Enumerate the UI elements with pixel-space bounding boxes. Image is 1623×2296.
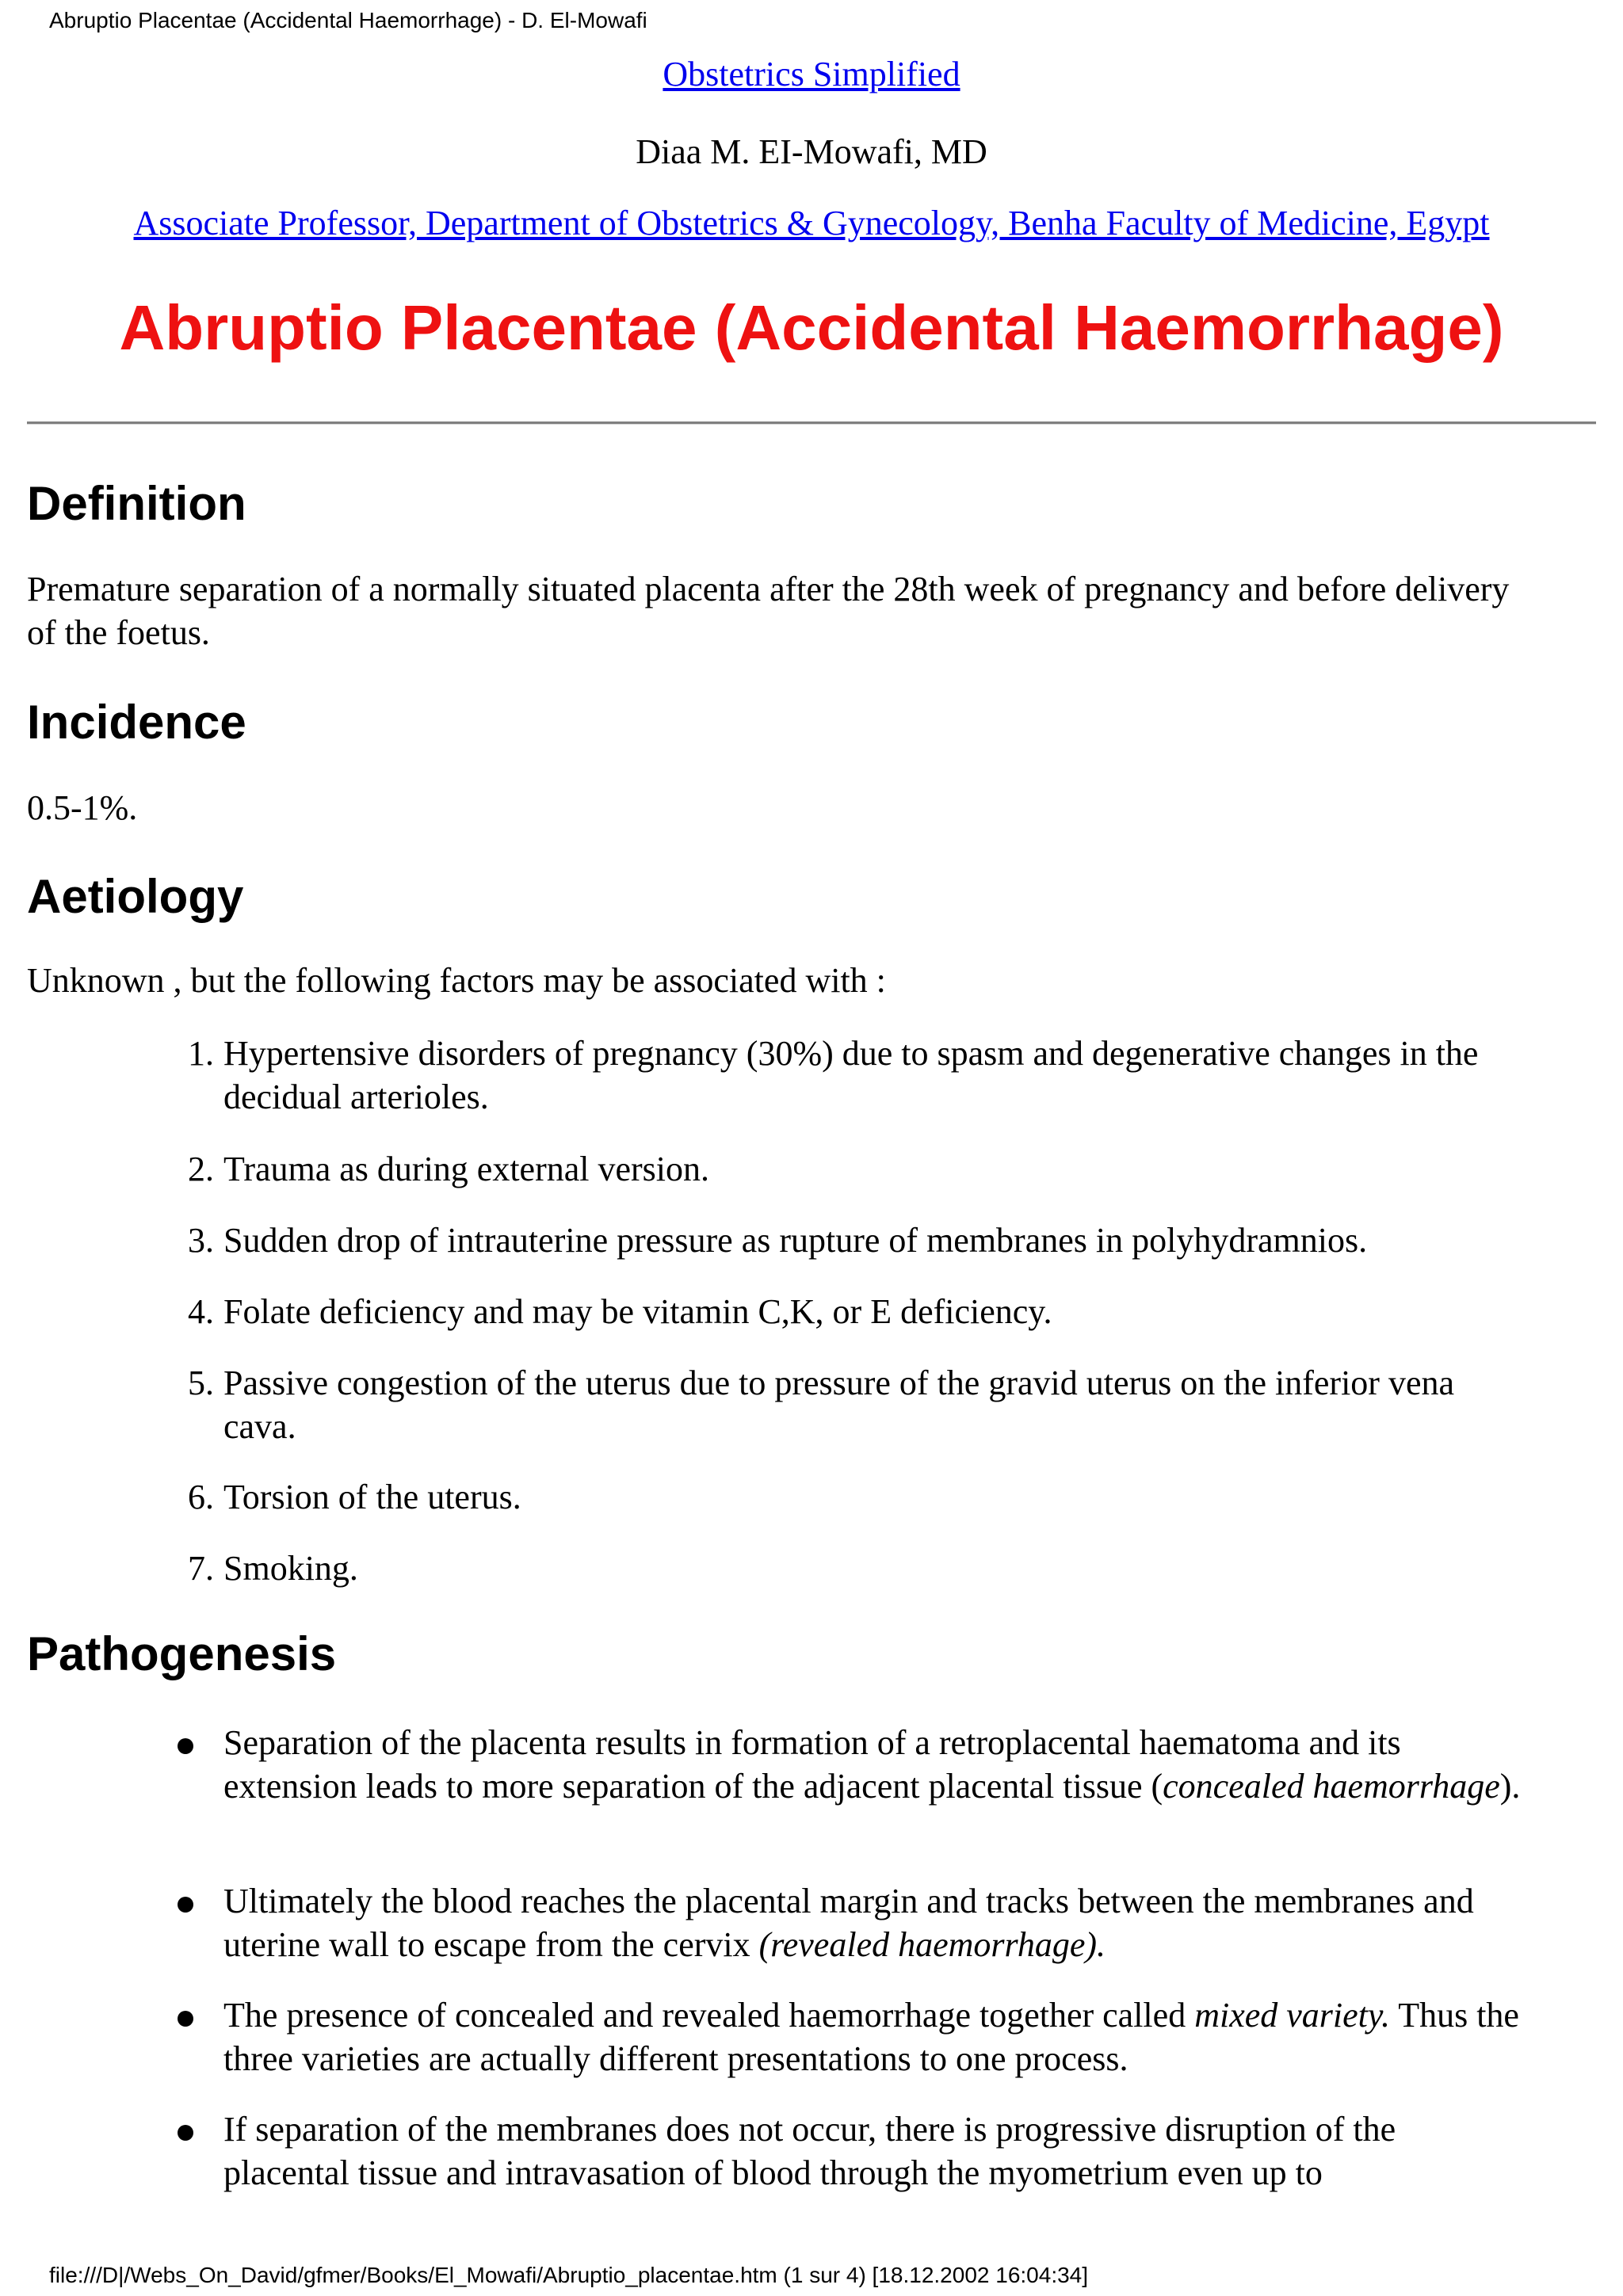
- list-marker: 3.: [188, 1221, 214, 1260]
- bullet-text: Separation of the placenta results in formation of a retroplacental haematoma and its extension leads to more separation of the adjacent placental tissue (: [223, 1723, 1401, 1806]
- list-item-text: Smoking.: [223, 1549, 358, 1588]
- definition-text: Premature separation of a normally situated placenta after the 28th week of pregnancy and before delivery of the foetus.: [27, 570, 1510, 652]
- list-marker: 4.: [188, 1292, 214, 1331]
- bullet-text-italic: concealed haemorrhage: [1163, 1767, 1500, 1806]
- list-item: [188, 1547, 1523, 1590]
- print-footer: file:///D|/Webs_On_David/gfmer/Books/El_Mowafi/Abruptio_placentae.htm (1 sur 4) [18.12.2002 16:04:34]: [49, 2263, 1089, 2287]
- bullet-text: If separation of the membranes does not occur, there is progressive disruption of the placental tissue and intravasation of blood through the myometrium even up to: [223, 2110, 1396, 2192]
- heading-definition: Definition: [27, 477, 246, 530]
- bullet-icon: [178, 1897, 193, 1913]
- list-marker: 5.: [188, 1363, 214, 1402]
- list-item: [188, 1219, 1523, 1262]
- heading-pathogenesis: Pathogenesis: [27, 1627, 337, 1680]
- affiliation-link[interactable]: Associate Professor, Department of Obstetrics & Gynecology, Benha Faculty of Medicine, Egypt: [133, 204, 1490, 242]
- list-item-text: Hypertensive disorders of pregnancy (30%) due to spasm and degenerative changes in the decidual arterioles.: [223, 1034, 1479, 1116]
- list-item: [223, 1993, 1523, 2081]
- aetiology-intro: Unknown , but the following factors may be associated with :: [27, 961, 886, 1000]
- bullet-icon: [178, 1738, 193, 1754]
- bullet-text: ).: [1499, 1767, 1521, 1806]
- list-marker: 6.: [188, 1478, 214, 1516]
- print-header: Abruptio Placentae (Accidental Haemorrhage) - D. El-Mowafi: [49, 8, 647, 32]
- list-item: [223, 1879, 1523, 1966]
- horizontal-rule: [27, 421, 1596, 425]
- list-item: [223, 2107, 1523, 2195]
- list-item-text: Sudden drop of intrauterine pressure as rupture of membranes in polyhydramnios.: [223, 1221, 1368, 1260]
- site-link[interactable]: Obstetrics Simplified: [663, 55, 960, 93]
- list-item: [188, 1361, 1523, 1448]
- list-marker: 7.: [188, 1549, 214, 1588]
- list-item: [188, 1290, 1523, 1333]
- heading-incidence: Incidence: [27, 696, 246, 749]
- bullet-text: Thus the three varieties are actually different presentations to one process.: [223, 1996, 1519, 2078]
- author-name: Diaa M. EI-Mowafi, MD: [636, 132, 987, 171]
- list-item-text: Trauma as during external version.: [223, 1150, 710, 1188]
- incidence-text: 0.5-1%.: [27, 788, 138, 827]
- list-item: [188, 1032, 1523, 1119]
- list-marker: 2.: [188, 1150, 214, 1188]
- page-title: Abruptio Placentae (Accidental Haemorrhage): [119, 292, 1504, 363]
- list-item: [188, 1475, 1523, 1519]
- list-item: [188, 1147, 1523, 1191]
- bullet-text-italic: (revealed haemorrhage).: [758, 1925, 1106, 1964]
- list-item-text: Passive congestion of the uterus due to pressure of the gravid uterus on the inferior vena cava.: [223, 1363, 1455, 1446]
- list-item-text: Folate deficiency and may be vitamin C,K, or E deficiency.: [223, 1292, 1052, 1331]
- list-item-text: Torsion of the uterus.: [223, 1478, 521, 1516]
- heading-aetiology: Aetiology: [27, 870, 244, 923]
- bullet-text-italic: mixed variety.: [1194, 1996, 1390, 2035]
- bullet-text: Ultimately the blood reaches the placental margin and tracks between the membranes and uterine wall to escape from the cervix: [223, 1882, 1474, 1964]
- list-item: [223, 1721, 1523, 1808]
- bullet-text: The presence of concealed and revealed haemorrhage together called: [223, 1996, 1195, 2035]
- bullet-icon: [178, 2011, 193, 2027]
- bullet-icon: [178, 2125, 193, 2141]
- list-marker: 1.: [188, 1034, 214, 1073]
